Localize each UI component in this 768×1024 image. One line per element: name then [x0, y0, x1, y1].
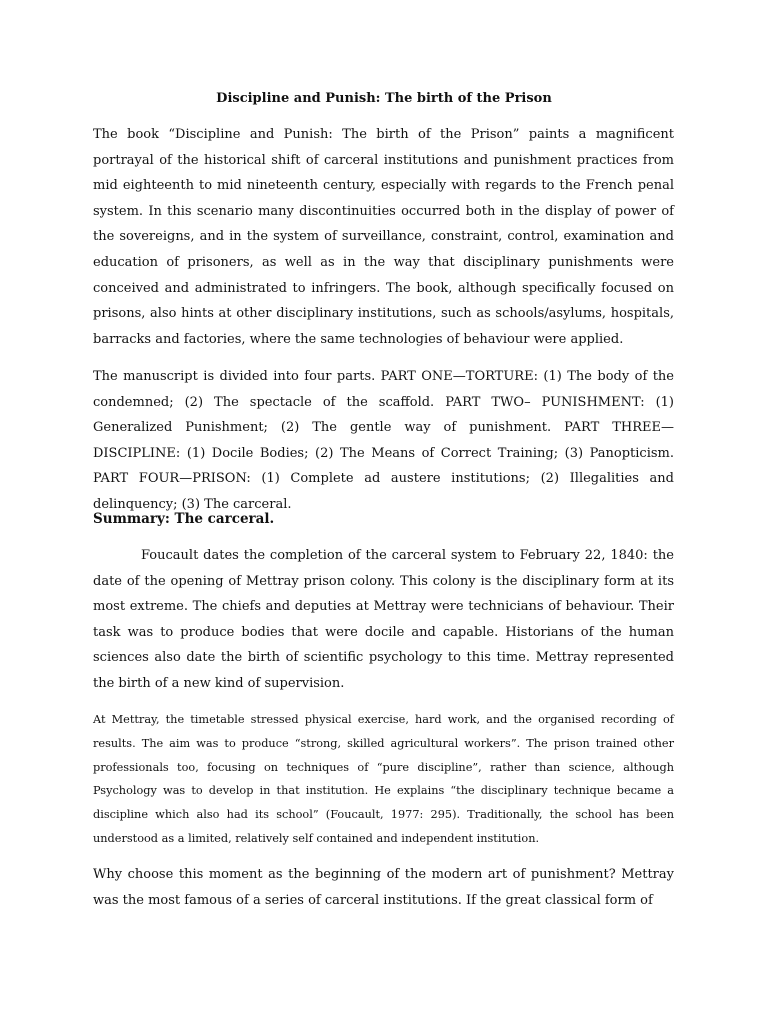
summary-paragraph-2: At Mettray, the timetable stressed physical exercise, hard work, and the organised recording of results. The aim was to produce “strong, skilled agricultural workers”. The prison trained other professionals too, focusing on techniques of “pure discipline”, rather than science, although Psychology was to develop in that institution. He explains “the disciplinary technique became a discipline which also had its school” (Foucault, 1977: 295). Traditionally, the school has been understood as a limited, relatively self contained and independent institution. — [93, 713, 674, 845]
summary-heading: Summary: The carceral. — [93, 511, 275, 527]
document-title: Discipline and Punish: The birth of the Prison — [216, 91, 552, 106]
summary-paragraph-3: Why choose this moment as the beginning of the modern art of punishment? Mettray was the most famous of a series of carceral institutions. If the great classical form of — [93, 867, 674, 908]
intro-paragraph: The book “Discipline and Punish: The birth of the Prison” paints a magnificent portrayal of the historical shift of carceral institutions and punishment practices from mid eighteenth to mid nineteenth century, especially with regards to the French penal system. In this scenario many discontinuities occurred both in the display of power of the sovereigns, and in the system of surveillance, constraint, control, examination and education of prisoners, as well as in the way that disciplinary punishments were conceived and administrated to infringers. The book, although specifically focused on prisons, also hints at other disciplinary institutions, such as schools/asylums, hospitals, barracks and factories, where the same technologies of behaviour were applied. — [93, 127, 674, 347]
structure-paragraph: The manuscript is divided into four parts. PART ONE—TORTURE: (1) The body of the condemned; (2) The spectacle of the scaffold. PART TWO– PUNISHMENT: (1) Generalized Punishment; (2) The gentle way of punishment. PART THREE—DISCIPLINE: (1) Docile Bodies; (2) The Means of Correct Training; (3) Panopticism. PART FOUR—PRISON: (1) Complete ad austere institutions; (2) Illegalities and delinquency; (3) The carceral. — [93, 369, 674, 512]
summary-paragraph-1: Foucault dates the completion of the carceral system to February 22, 1840: the date of the opening of Mettray prison colony. This colony is the disciplinary form at its most extreme. The chiefs and deputies at Mettray were technicians of behaviour. Their task was to produce bodies that were docile and capable. Historians of the human sciences also date the birth of scientific psychology to this time. Mettray represented the birth of a new kind of supervision. — [93, 548, 674, 691]
